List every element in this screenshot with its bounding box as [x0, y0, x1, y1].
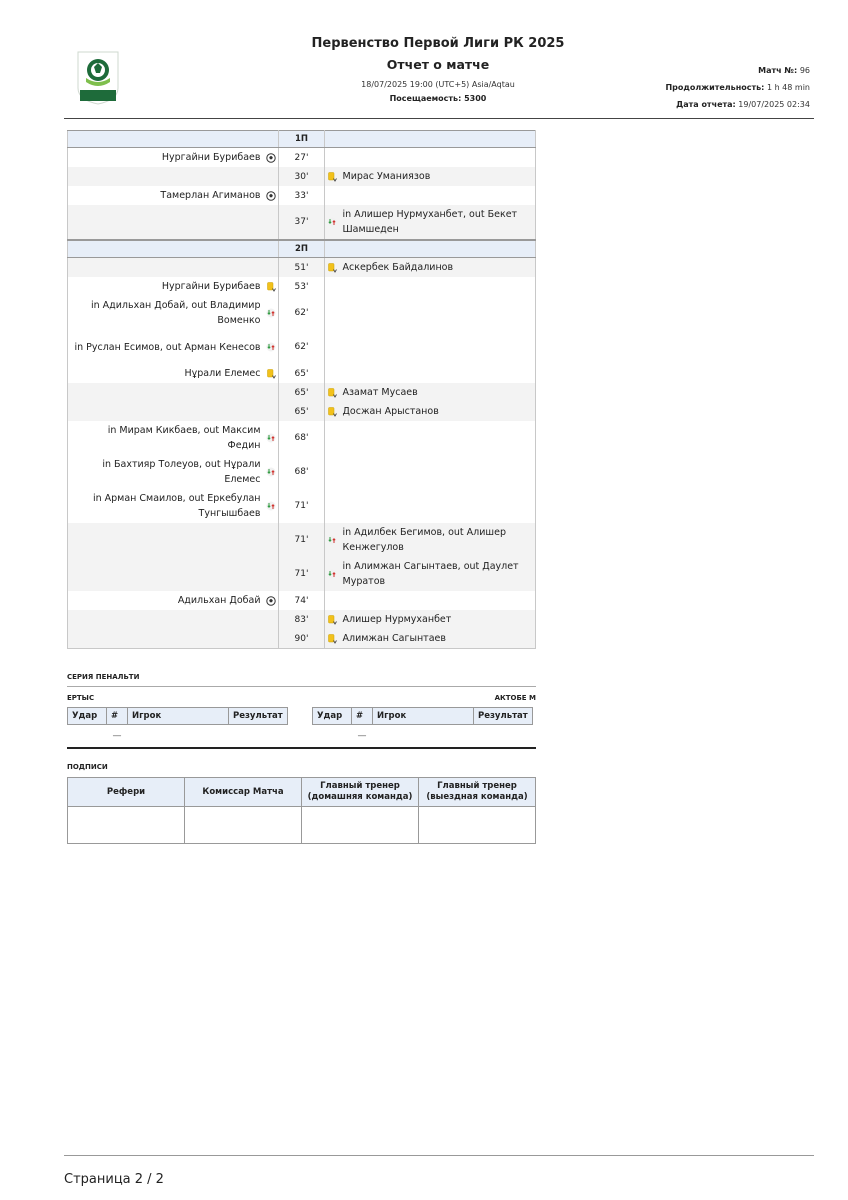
event-row — [68, 629, 536, 649]
penalty-divider — [67, 686, 536, 687]
home-event: Нұрали Елемес — [68, 364, 265, 383]
match-duration: Продолжительность: 1 h 48 min — [665, 83, 810, 92]
empty-icon-cell — [325, 591, 339, 610]
event-minute: 71' — [279, 489, 325, 523]
away-event: in Алимжан Сагынтаев, out Даулет Муратов — [339, 557, 536, 591]
event-row — [68, 591, 536, 610]
event-minute: 37' — [279, 205, 325, 240]
sig-commissioner: Комиссар Матча — [185, 778, 302, 807]
empty-icon-cell — [265, 610, 279, 629]
substitution-icon — [325, 205, 339, 240]
report-header — [260, 36, 616, 103]
event-minute: 51' — [279, 258, 325, 278]
col-shot: Удар — [68, 708, 107, 725]
empty-icon-cell — [325, 455, 339, 489]
sig-home-coach: Главный тренер (домашняя команда) — [302, 778, 419, 807]
page-number: Страница 2 / 2 — [64, 1172, 164, 1187]
substitution-icon — [265, 330, 279, 364]
sig-referee: Рефери — [68, 778, 185, 807]
half-header — [68, 131, 536, 148]
event-minute: 65' — [279, 364, 325, 383]
event-row — [68, 330, 536, 364]
event-minute: 30' — [279, 167, 325, 186]
home-event — [68, 167, 265, 186]
away-event: Алишер Нурмуханбет — [339, 610, 536, 629]
away-event: Аскербек Байдалинов — [339, 258, 536, 278]
away-event: Азамат Мусаев — [339, 383, 536, 402]
match-datetime: 18/07/2025 19:00 (UTC+5) Asia/Aqtau — [361, 80, 515, 89]
away-event — [339, 591, 536, 610]
event-minute: 62' — [279, 330, 325, 364]
event-row — [68, 402, 536, 421]
col-number: # — [352, 708, 373, 725]
event-row — [68, 186, 536, 205]
empty-icon-cell — [265, 167, 279, 186]
goal-icon — [265, 186, 279, 205]
substitution-icon — [325, 557, 339, 591]
empty-icon-cell — [325, 421, 339, 455]
empty-icon-cell — [325, 489, 339, 523]
event-minute: 90' — [279, 629, 325, 649]
attendance-value: 5300 — [464, 94, 487, 103]
empty-icon-cell — [325, 296, 339, 330]
event-row — [68, 557, 536, 591]
empty-icon-cell — [265, 402, 279, 421]
sig-cell — [419, 807, 536, 844]
yellow-card-icon — [325, 610, 339, 629]
away-event — [339, 277, 536, 296]
sig-cell — [68, 807, 185, 844]
event-minute: 68' — [279, 455, 325, 489]
event-row — [68, 489, 536, 523]
substitution-icon — [265, 489, 279, 523]
yellow-card-icon — [325, 258, 339, 278]
event-row — [68, 610, 536, 629]
empty-icon-cell — [265, 258, 279, 278]
event-minute: 53' — [279, 277, 325, 296]
event-row — [68, 167, 536, 186]
home-event: Тамерлан Агиманов — [68, 186, 265, 205]
sig-cell — [302, 807, 419, 844]
event-row — [68, 364, 536, 383]
attendance-label: Посещаемость: — [389, 94, 462, 103]
yellow-card-icon — [325, 402, 339, 421]
home-event — [68, 402, 265, 421]
col-shot: Удар — [313, 708, 352, 725]
event-minute: 83' — [279, 610, 325, 629]
signatures-section-title: ПОДПИСИ — [67, 763, 108, 771]
event-row — [68, 258, 536, 278]
home-event: Адильхан Добай — [68, 591, 265, 610]
away-event: in Алишер Нурмуханбет, out Бекет Шамшеден — [339, 205, 536, 240]
penalty-bottom-divider — [67, 747, 536, 749]
half-label: 2П — [279, 240, 325, 258]
away-event — [339, 330, 536, 364]
home-event: in Руслан Есимов, out Арман Кенесов — [68, 330, 265, 364]
event-minute: 68' — [279, 421, 325, 455]
empty-icon-cell — [265, 629, 279, 649]
event-minute: 65' — [279, 383, 325, 402]
attendance — [260, 94, 616, 103]
home-event — [68, 383, 265, 402]
yellow-card-icon — [325, 383, 339, 402]
away-event — [339, 148, 536, 168]
col-player: Игрок — [373, 708, 474, 725]
event-row — [68, 421, 536, 455]
away-event — [339, 455, 536, 489]
home-event — [68, 523, 265, 557]
report-date: Дата отчета: 19/07/2025 02:34 — [676, 100, 810, 109]
event-row — [68, 277, 536, 296]
empty-icon-cell — [265, 523, 279, 557]
home-event: in Адильхан Добай, out Владимир Воменко — [68, 296, 265, 330]
home-event: in Арман Смаилов, out Еркебулан Тунгышбаев — [68, 489, 265, 523]
report-subtitle: Отчет о матче — [386, 57, 490, 72]
event-minute: 33' — [279, 186, 325, 205]
away-event — [339, 421, 536, 455]
yellow-card-icon — [265, 364, 279, 383]
header-divider — [64, 118, 814, 119]
footer-divider — [64, 1155, 814, 1156]
empty-mark: — — [357, 731, 367, 741]
away-event — [339, 489, 536, 523]
sig-away-coach: Главный тренер (выездная команда) — [419, 778, 536, 807]
event-minute: 62' — [279, 296, 325, 330]
event-minute: 71' — [279, 557, 325, 591]
away-event — [339, 186, 536, 205]
empty-icon-cell — [265, 205, 279, 240]
home-event: in Бахтияр Толеуов, out Нұрали Елемес — [68, 455, 265, 489]
col-result: Результат — [474, 708, 533, 725]
home-event — [68, 557, 265, 591]
match-events-table — [67, 130, 536, 649]
event-row — [68, 523, 536, 557]
empty-icon-cell — [325, 277, 339, 296]
col-player: Игрок — [128, 708, 229, 725]
home-event — [68, 610, 265, 629]
away-event: Досжан Арыстанов — [339, 402, 536, 421]
event-minute: 71' — [279, 523, 325, 557]
col-result: Результат — [229, 708, 288, 725]
yellow-card-icon — [325, 167, 339, 186]
event-minute: 74' — [279, 591, 325, 610]
goal-icon — [265, 148, 279, 168]
event-row — [68, 455, 536, 489]
away-event: Мирас Уманиязов — [339, 167, 536, 186]
penalty-table-away — [312, 707, 533, 747]
event-row — [68, 148, 536, 168]
empty-icon-cell — [265, 557, 279, 591]
match-number: Матч №: 96 — [758, 66, 810, 75]
penalty-away-team: АКТОБЕ М — [494, 694, 536, 702]
penalty-table-home — [67, 707, 288, 747]
event-minute: 65' — [279, 402, 325, 421]
empty-icon-cell — [325, 186, 339, 205]
away-event: in Адилбек Бегимов, out Алишер Кенжегулов — [339, 523, 536, 557]
penalty-home-team: ЕРТЫС — [67, 694, 95, 702]
yellow-card-icon — [265, 277, 279, 296]
half-header — [68, 240, 536, 258]
away-event: Алимжан Сагынтаев — [339, 629, 536, 649]
match-meta — [665, 62, 810, 113]
empty-icon-cell — [325, 364, 339, 383]
substitution-icon — [325, 523, 339, 557]
home-event — [68, 258, 265, 278]
substitution-icon — [265, 296, 279, 330]
col-number: # — [107, 708, 128, 725]
home-event: Нургайни Бурибаев — [68, 148, 265, 168]
league-logo — [74, 48, 122, 106]
sig-cell — [185, 807, 302, 844]
event-row — [68, 205, 536, 240]
half-label: 1П — [279, 131, 325, 148]
home-event — [68, 629, 265, 649]
home-event: in Мирам Кикбаев, out Максим Федин — [68, 421, 265, 455]
substitution-icon — [265, 421, 279, 455]
away-event — [339, 296, 536, 330]
yellow-card-icon — [325, 629, 339, 649]
event-minute: 27' — [279, 148, 325, 168]
championship-title: Первенство Первой Лиги РК 2025 — [311, 36, 565, 51]
penalty-section-title: СЕРИЯ ПЕНАЛЬТИ — [67, 673, 140, 681]
empty-icon-cell — [325, 330, 339, 364]
home-event — [68, 205, 265, 240]
substitution-icon — [265, 455, 279, 489]
empty-icon-cell — [265, 383, 279, 402]
away-event — [339, 364, 536, 383]
empty-mark: — — [112, 731, 122, 741]
home-event: Нургайни Бурибаев — [68, 277, 265, 296]
empty-icon-cell — [325, 148, 339, 168]
signatures-table — [67, 777, 536, 844]
goal-icon — [265, 591, 279, 610]
event-row — [68, 383, 536, 402]
event-row — [68, 296, 536, 330]
